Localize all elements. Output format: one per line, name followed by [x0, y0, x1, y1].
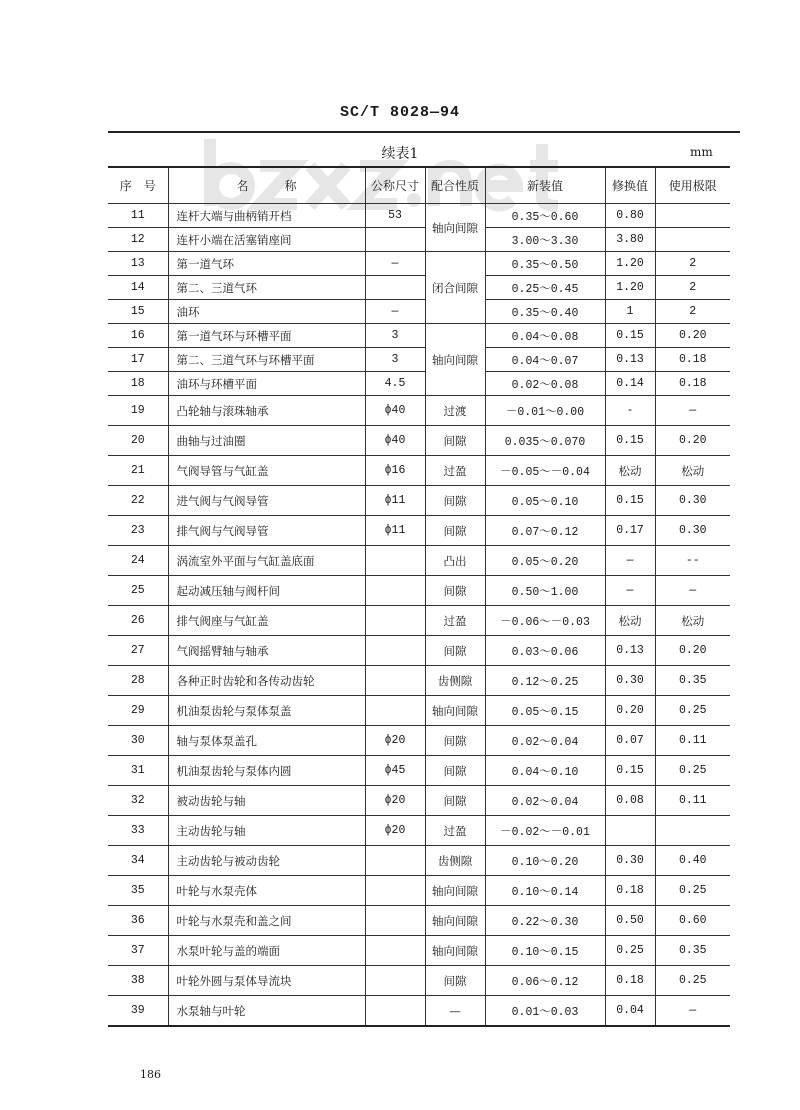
col-header-no: 序 号 — [108, 167, 168, 204]
replace-value: 0.50 — [605, 906, 655, 936]
table-row — [108, 576, 730, 606]
nominal-size — [365, 966, 425, 996]
row-number: 34 — [108, 846, 168, 876]
fit-type: 间隙 — [425, 966, 485, 996]
nominal-size: ϕ16 — [365, 456, 425, 486]
service-limit: 0.18 — [655, 348, 730, 372]
table-row — [108, 396, 730, 426]
table-row — [108, 906, 730, 936]
fit-type: 闭合间隙 — [425, 252, 485, 324]
fit-type: 过盈 — [425, 816, 485, 846]
nominal-size — [365, 996, 425, 1027]
new-value: 0.35～0.50 — [485, 252, 605, 276]
new-value: 0.22～0.30 — [485, 906, 605, 936]
service-limit: 0.11 — [655, 726, 730, 756]
part-name: 第一道气环 — [168, 252, 365, 276]
part-name: 涡流室外平面与气缸盖底面 — [168, 546, 365, 576]
row-number: 23 — [108, 516, 168, 546]
col-header-size: 公称尺寸 — [365, 167, 425, 204]
nominal-size: ϕ45 — [365, 756, 425, 786]
fit-type: 间隙 — [425, 756, 485, 786]
service-limit: 松动 — [655, 456, 730, 486]
fit-type: 齿侧隙 — [425, 666, 485, 696]
service-limit: 0.35 — [655, 666, 730, 696]
service-limit: -- — [655, 546, 730, 576]
row-number: 12 — [108, 228, 168, 252]
replace-value: - — [605, 396, 655, 426]
row-number: 27 — [108, 636, 168, 666]
table-row — [108, 324, 730, 348]
replace-value: 0.14 — [605, 372, 655, 396]
fit-type: 过盈 — [425, 456, 485, 486]
nominal-size — [365, 696, 425, 726]
new-value: 0.10～0.20 — [485, 846, 605, 876]
part-name: 叶轮外圆与泵体导流块 — [168, 966, 365, 996]
row-number: 21 — [108, 456, 168, 486]
nominal-size: — — [365, 252, 425, 276]
part-name: 气阀摇臂轴与轴承 — [168, 636, 365, 666]
fit-type: 间隙 — [425, 426, 485, 456]
new-value: 0.05～0.15 — [485, 696, 605, 726]
nominal-size — [365, 876, 425, 906]
service-limit: — — [655, 576, 730, 606]
service-limit: 0.25 — [655, 756, 730, 786]
table-row — [108, 936, 730, 966]
col-header-fit: 配合性质 — [425, 167, 485, 204]
row-number: 18 — [108, 372, 168, 396]
nominal-size: ϕ20 — [365, 786, 425, 816]
fit-type: 轴向间隙 — [425, 696, 485, 726]
row-number: 13 — [108, 252, 168, 276]
new-value: 0.02～0.04 — [485, 786, 605, 816]
row-number: 37 — [108, 936, 168, 966]
service-limit: 2 — [655, 252, 730, 276]
table-row — [108, 426, 730, 456]
service-limit: 0.20 — [655, 324, 730, 348]
fit-type: 间隙 — [425, 726, 485, 756]
row-number: 22 — [108, 486, 168, 516]
part-name: 油环与环槽平面 — [168, 372, 365, 396]
standard-number: SC/T 8028—94 — [339, 104, 461, 121]
replace-value: — — [605, 546, 655, 576]
table-row — [108, 606, 730, 636]
new-value: 0.10～0.14 — [485, 876, 605, 906]
table-row — [108, 636, 730, 666]
part-name: 各种正时齿轮和各传动齿轮 — [168, 666, 365, 696]
nominal-size — [365, 546, 425, 576]
service-limit: 0.35 — [655, 936, 730, 966]
service-limit: 2 — [655, 276, 730, 300]
new-value: －0.05～－0.04 — [485, 456, 605, 486]
replace-value: 1 — [605, 300, 655, 324]
row-number: 38 — [108, 966, 168, 996]
replace-value: 松动 — [605, 606, 655, 636]
replace-value: 0.13 — [605, 636, 655, 666]
table-row — [108, 456, 730, 486]
new-value: 0.50～1.00 — [485, 576, 605, 606]
service-limit: 0.20 — [655, 426, 730, 456]
row-number: 17 — [108, 348, 168, 372]
row-number: 11 — [108, 204, 168, 228]
table-unit: mm — [690, 145, 713, 159]
fit-type: 轴向间隙 — [425, 906, 485, 936]
nominal-size: ϕ20 — [365, 726, 425, 756]
replace-value: 0.15 — [605, 426, 655, 456]
table-row — [108, 966, 730, 996]
row-number: 20 — [108, 426, 168, 456]
table-row — [108, 876, 730, 906]
replace-value — [605, 816, 655, 846]
new-value: 0.01～0.03 — [485, 996, 605, 1027]
nominal-size: ϕ20 — [365, 816, 425, 846]
table-row — [108, 786, 730, 816]
replace-value: 0.17 — [605, 516, 655, 546]
fit-type: 间隙 — [425, 576, 485, 606]
fit-type: 凸出 — [425, 546, 485, 576]
part-name: 叶轮与水泵壳和盖之间 — [168, 906, 365, 936]
header-rule — [108, 131, 740, 133]
part-name: 叶轮与水泵壳体 — [168, 876, 365, 906]
part-name: 连杆小端在活塞销座间 — [168, 228, 365, 252]
fit-type: 间隙 — [425, 786, 485, 816]
replace-value: 0.15 — [605, 486, 655, 516]
row-number: 29 — [108, 696, 168, 726]
new-value: 0.12～0.25 — [485, 666, 605, 696]
new-value: 0.07～0.12 — [485, 516, 605, 546]
nominal-size: ϕ40 — [365, 426, 425, 456]
new-value: 0.10～0.15 — [485, 936, 605, 966]
fit-type: 过盈 — [425, 606, 485, 636]
replace-value: 0.30 — [605, 666, 655, 696]
nominal-size: 3 — [365, 348, 425, 372]
part-name: 排气阀与气阀导管 — [168, 516, 365, 546]
part-name: 主动齿轮与被动齿轮 — [168, 846, 365, 876]
nominal-size — [365, 636, 425, 666]
part-name: 主动齿轮与轴 — [168, 816, 365, 846]
service-limit: 松动 — [655, 606, 730, 636]
replace-value: 0.30 — [605, 846, 655, 876]
service-limit: 0.20 — [655, 636, 730, 666]
new-value: 0.03～0.06 — [485, 636, 605, 666]
fit-type: 齿侧隙 — [425, 846, 485, 876]
service-limit: — — [655, 996, 730, 1027]
new-value: 0.02～0.04 — [485, 726, 605, 756]
fit-type: 轴向间隙 — [425, 876, 485, 906]
nominal-size: 4.5 — [365, 372, 425, 396]
replace-value: — — [605, 576, 655, 606]
new-value: 0.25～0.45 — [485, 276, 605, 300]
part-name: 被动齿轮与轴 — [168, 786, 365, 816]
row-number: 16 — [108, 324, 168, 348]
table-row — [108, 816, 730, 846]
replace-value: 0.20 — [605, 696, 655, 726]
service-limit: 0.25 — [655, 966, 730, 996]
fit-type: — — [425, 996, 485, 1027]
row-number: 39 — [108, 996, 168, 1027]
row-number: 14 — [108, 276, 168, 300]
part-name: 进气阀与气阀导管 — [168, 486, 365, 516]
row-number: 25 — [108, 576, 168, 606]
table-row — [108, 300, 730, 324]
nominal-size — [365, 276, 425, 300]
row-number: 35 — [108, 876, 168, 906]
table-row — [108, 996, 730, 1027]
nominal-size: ϕ11 — [365, 486, 425, 516]
clearance-table — [108, 166, 730, 1027]
new-value: 0.04～0.10 — [485, 756, 605, 786]
new-value: －0.01～0.00 — [485, 396, 605, 426]
table-row — [108, 228, 730, 252]
table-header-row — [108, 167, 730, 204]
new-value: 0.35～0.60 — [485, 204, 605, 228]
service-limit — [655, 228, 730, 252]
table-row — [108, 204, 730, 228]
new-value: 0.035～0.070 — [485, 426, 605, 456]
nominal-size — [365, 846, 425, 876]
row-number: 36 — [108, 906, 168, 936]
fit-type: 间隙 — [425, 516, 485, 546]
service-limit: 0.25 — [655, 696, 730, 726]
table-row — [108, 486, 730, 516]
table-row — [108, 666, 730, 696]
nominal-size — [365, 666, 425, 696]
nominal-size: — — [365, 300, 425, 324]
table-row — [108, 516, 730, 546]
part-name: 油环 — [168, 300, 365, 324]
fit-type: 间隙 — [425, 636, 485, 666]
row-number: 32 — [108, 786, 168, 816]
part-name: 水泵轴与叶轮 — [168, 996, 365, 1027]
row-number: 19 — [108, 396, 168, 426]
service-limit: 0.18 — [655, 372, 730, 396]
part-name: 第二、三道气环与环槽平面 — [168, 348, 365, 372]
table-row — [108, 546, 730, 576]
page-number: 186 — [140, 1068, 161, 1081]
row-number: 31 — [108, 756, 168, 786]
table-row — [108, 756, 730, 786]
service-limit: 0.11 — [655, 786, 730, 816]
new-value: 3.00～3.30 — [485, 228, 605, 252]
table-caption: 续表1 — [381, 146, 419, 162]
part-name: 机油泵齿轮与泵体泵盖 — [168, 696, 365, 726]
new-value: 0.05～0.10 — [485, 486, 605, 516]
new-value: 0.06～0.12 — [485, 966, 605, 996]
replace-value: 0.25 — [605, 936, 655, 966]
new-value: 0.02～0.08 — [485, 372, 605, 396]
new-value: 0.04～0.08 — [485, 324, 605, 348]
service-limit: 0.40 — [655, 846, 730, 876]
nominal-size — [365, 906, 425, 936]
nominal-size — [365, 936, 425, 966]
table-row — [108, 696, 730, 726]
replace-value: 0.18 — [605, 876, 655, 906]
fit-type: 间隙 — [425, 486, 485, 516]
nominal-size — [365, 228, 425, 252]
table-row — [108, 372, 730, 396]
table-row — [108, 252, 730, 276]
fit-type: 轴向间隙 — [425, 204, 485, 252]
table-row — [108, 726, 730, 756]
col-header-name: 名 称 — [168, 167, 365, 204]
fit-type: 过渡 — [425, 396, 485, 426]
replace-value: 0.15 — [605, 324, 655, 348]
row-number: 30 — [108, 726, 168, 756]
part-name: 水泵叶轮与盖的端面 — [168, 936, 365, 966]
service-limit: 0.25 — [655, 876, 730, 906]
service-limit — [655, 204, 730, 228]
replace-value: 松动 — [605, 456, 655, 486]
part-name: 起动减压轴与阀杆间 — [168, 576, 365, 606]
row-number: 26 — [108, 606, 168, 636]
col-header-new: 新装值 — [485, 167, 605, 204]
part-name: 机油泵齿轮与泵体内圆 — [168, 756, 365, 786]
table-row — [108, 348, 730, 372]
part-name: 凸轮轴与滚珠轴承 — [168, 396, 365, 426]
nominal-size: 3 — [365, 324, 425, 348]
replace-value: 0.15 — [605, 756, 655, 786]
service-limit: — — [655, 396, 730, 426]
replace-value: 0.13 — [605, 348, 655, 372]
service-limit — [655, 816, 730, 846]
replace-value: 0.08 — [605, 786, 655, 816]
replace-value: 0.04 — [605, 996, 655, 1027]
part-name: 轴与泵体泵盖孔 — [168, 726, 365, 756]
replace-value: 1.20 — [605, 276, 655, 300]
new-value: －0.06～－0.03 — [485, 606, 605, 636]
nominal-size — [365, 576, 425, 606]
row-number: 24 — [108, 546, 168, 576]
part-name: 曲轴与过油圈 — [168, 426, 365, 456]
service-limit: 0.30 — [655, 486, 730, 516]
part-name: 气阀导管与气缸盖 — [168, 456, 365, 486]
new-value: －0.02～－0.01 — [485, 816, 605, 846]
new-value: 0.35～0.40 — [485, 300, 605, 324]
replace-value: 3.80 — [605, 228, 655, 252]
service-limit: 0.60 — [655, 906, 730, 936]
replace-value: 0.07 — [605, 726, 655, 756]
nominal-size: ϕ40 — [365, 396, 425, 426]
nominal-size — [365, 606, 425, 636]
replace-value: 0.18 — [605, 966, 655, 996]
nominal-size: 53 — [365, 204, 425, 228]
part-name: 排气阀座与气缸盖 — [168, 606, 365, 636]
row-number: 15 — [108, 300, 168, 324]
fit-type: 轴向间隙 — [425, 936, 485, 966]
nominal-size: ϕ11 — [365, 516, 425, 546]
row-number: 28 — [108, 666, 168, 696]
fit-type: 轴向间隙 — [425, 324, 485, 396]
service-limit: 0.30 — [655, 516, 730, 546]
part-name: 连杆大端与曲柄销开档 — [168, 204, 365, 228]
row-number: 33 — [108, 816, 168, 846]
table-row — [108, 846, 730, 876]
service-limit: 2 — [655, 300, 730, 324]
part-name: 第一道气环与环槽平面 — [168, 324, 365, 348]
part-name: 第二、三道气环 — [168, 276, 365, 300]
new-value: 0.05～0.20 — [485, 546, 605, 576]
table-row — [108, 276, 730, 300]
new-value: 0.04～0.07 — [485, 348, 605, 372]
replace-value: 0.80 — [605, 204, 655, 228]
col-header-limit: 使用极限 — [655, 167, 730, 204]
replace-value: 1.20 — [605, 252, 655, 276]
col-header-replace: 修换值 — [605, 167, 655, 204]
